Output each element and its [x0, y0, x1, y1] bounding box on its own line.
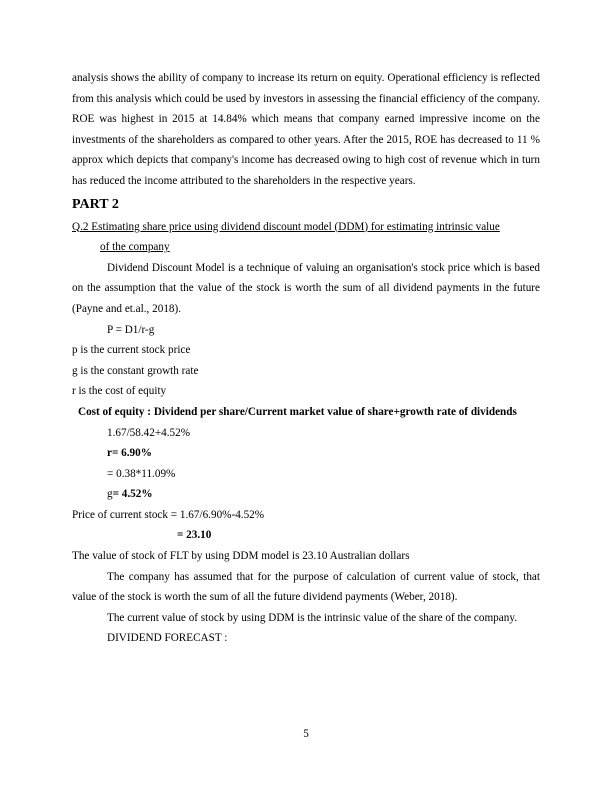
calc-g: = 0.38*11.09%	[107, 467, 176, 480]
question-title-line1: Q.2 Estimating share price using dividend discount model (DDM) for estimating intrinsic value	[72, 220, 500, 233]
question-title-line2: of the company	[100, 241, 170, 254]
intrinsic-paragraph: The current value of stock by using DDM is the intrinsic value of the share of the company.	[107, 611, 517, 624]
price-calculation: Price of current stock = 1.67/6.90%-4.52%	[72, 508, 265, 521]
ddm-definition: Dividend Discount Model is a technique of valuing an organisation's stock price which is based on the assumption that the value of the stock is worth the sum of all dividend payments in the future (Payne and et.al., 2018).	[72, 261, 540, 315]
definition-r: r is the cost of equity	[72, 385, 167, 398]
assumption-paragraph: The company has assumed that for the purpose of calculation of current value of stock, that value of the stock is worth the sum of all the future dividend payments (Weber, 2018).	[72, 570, 540, 604]
value-statement: The value of stock of FLT by using DDM model is 23.10 Australian dollars	[72, 550, 410, 563]
intro-paragraph: analysis shows the ability of company to increase its return on equity. Operational efficiency is reflected from this analysis which could be used by investors in assessing the financial efficiency of the company. ROE was highest in 2015 at 14.84% which means that company earned impressive income on the investments of the shareholders as compared to other years. After the 2015, ROE has decreased to 11 % approx which depicts that company's income has decreased owing to high cost of revenue which in turn has reduced the income attributed to the shareholders in the respective years.	[72, 72, 540, 187]
definition-p: p is the current stock price	[72, 344, 191, 357]
cost-of-equity-formula: Cost of equity : Dividend per share/Current market value of share+growth rate of dividends	[78, 405, 517, 418]
result-g	[72, 484, 540, 505]
part-heading: PART 2	[72, 196, 119, 212]
price-result: = 23.10	[177, 529, 212, 542]
calc-r: 1.67/58.42+4.52%	[107, 426, 191, 439]
question-title	[72, 217, 540, 258]
result-g-value: = 4.52%	[112, 488, 153, 501]
dividend-forecast-label: DIVIDEND FORECAST :	[107, 632, 228, 645]
page-number: 5	[303, 728, 309, 740]
definition-g: g is the constant growth rate	[72, 364, 199, 377]
result-g-prefix: g	[107, 488, 113, 501]
result-r: r= 6.90%	[107, 447, 152, 460]
document-page	[72, 68, 540, 649]
ddm-formula: P = D1/r-g	[107, 323, 155, 336]
